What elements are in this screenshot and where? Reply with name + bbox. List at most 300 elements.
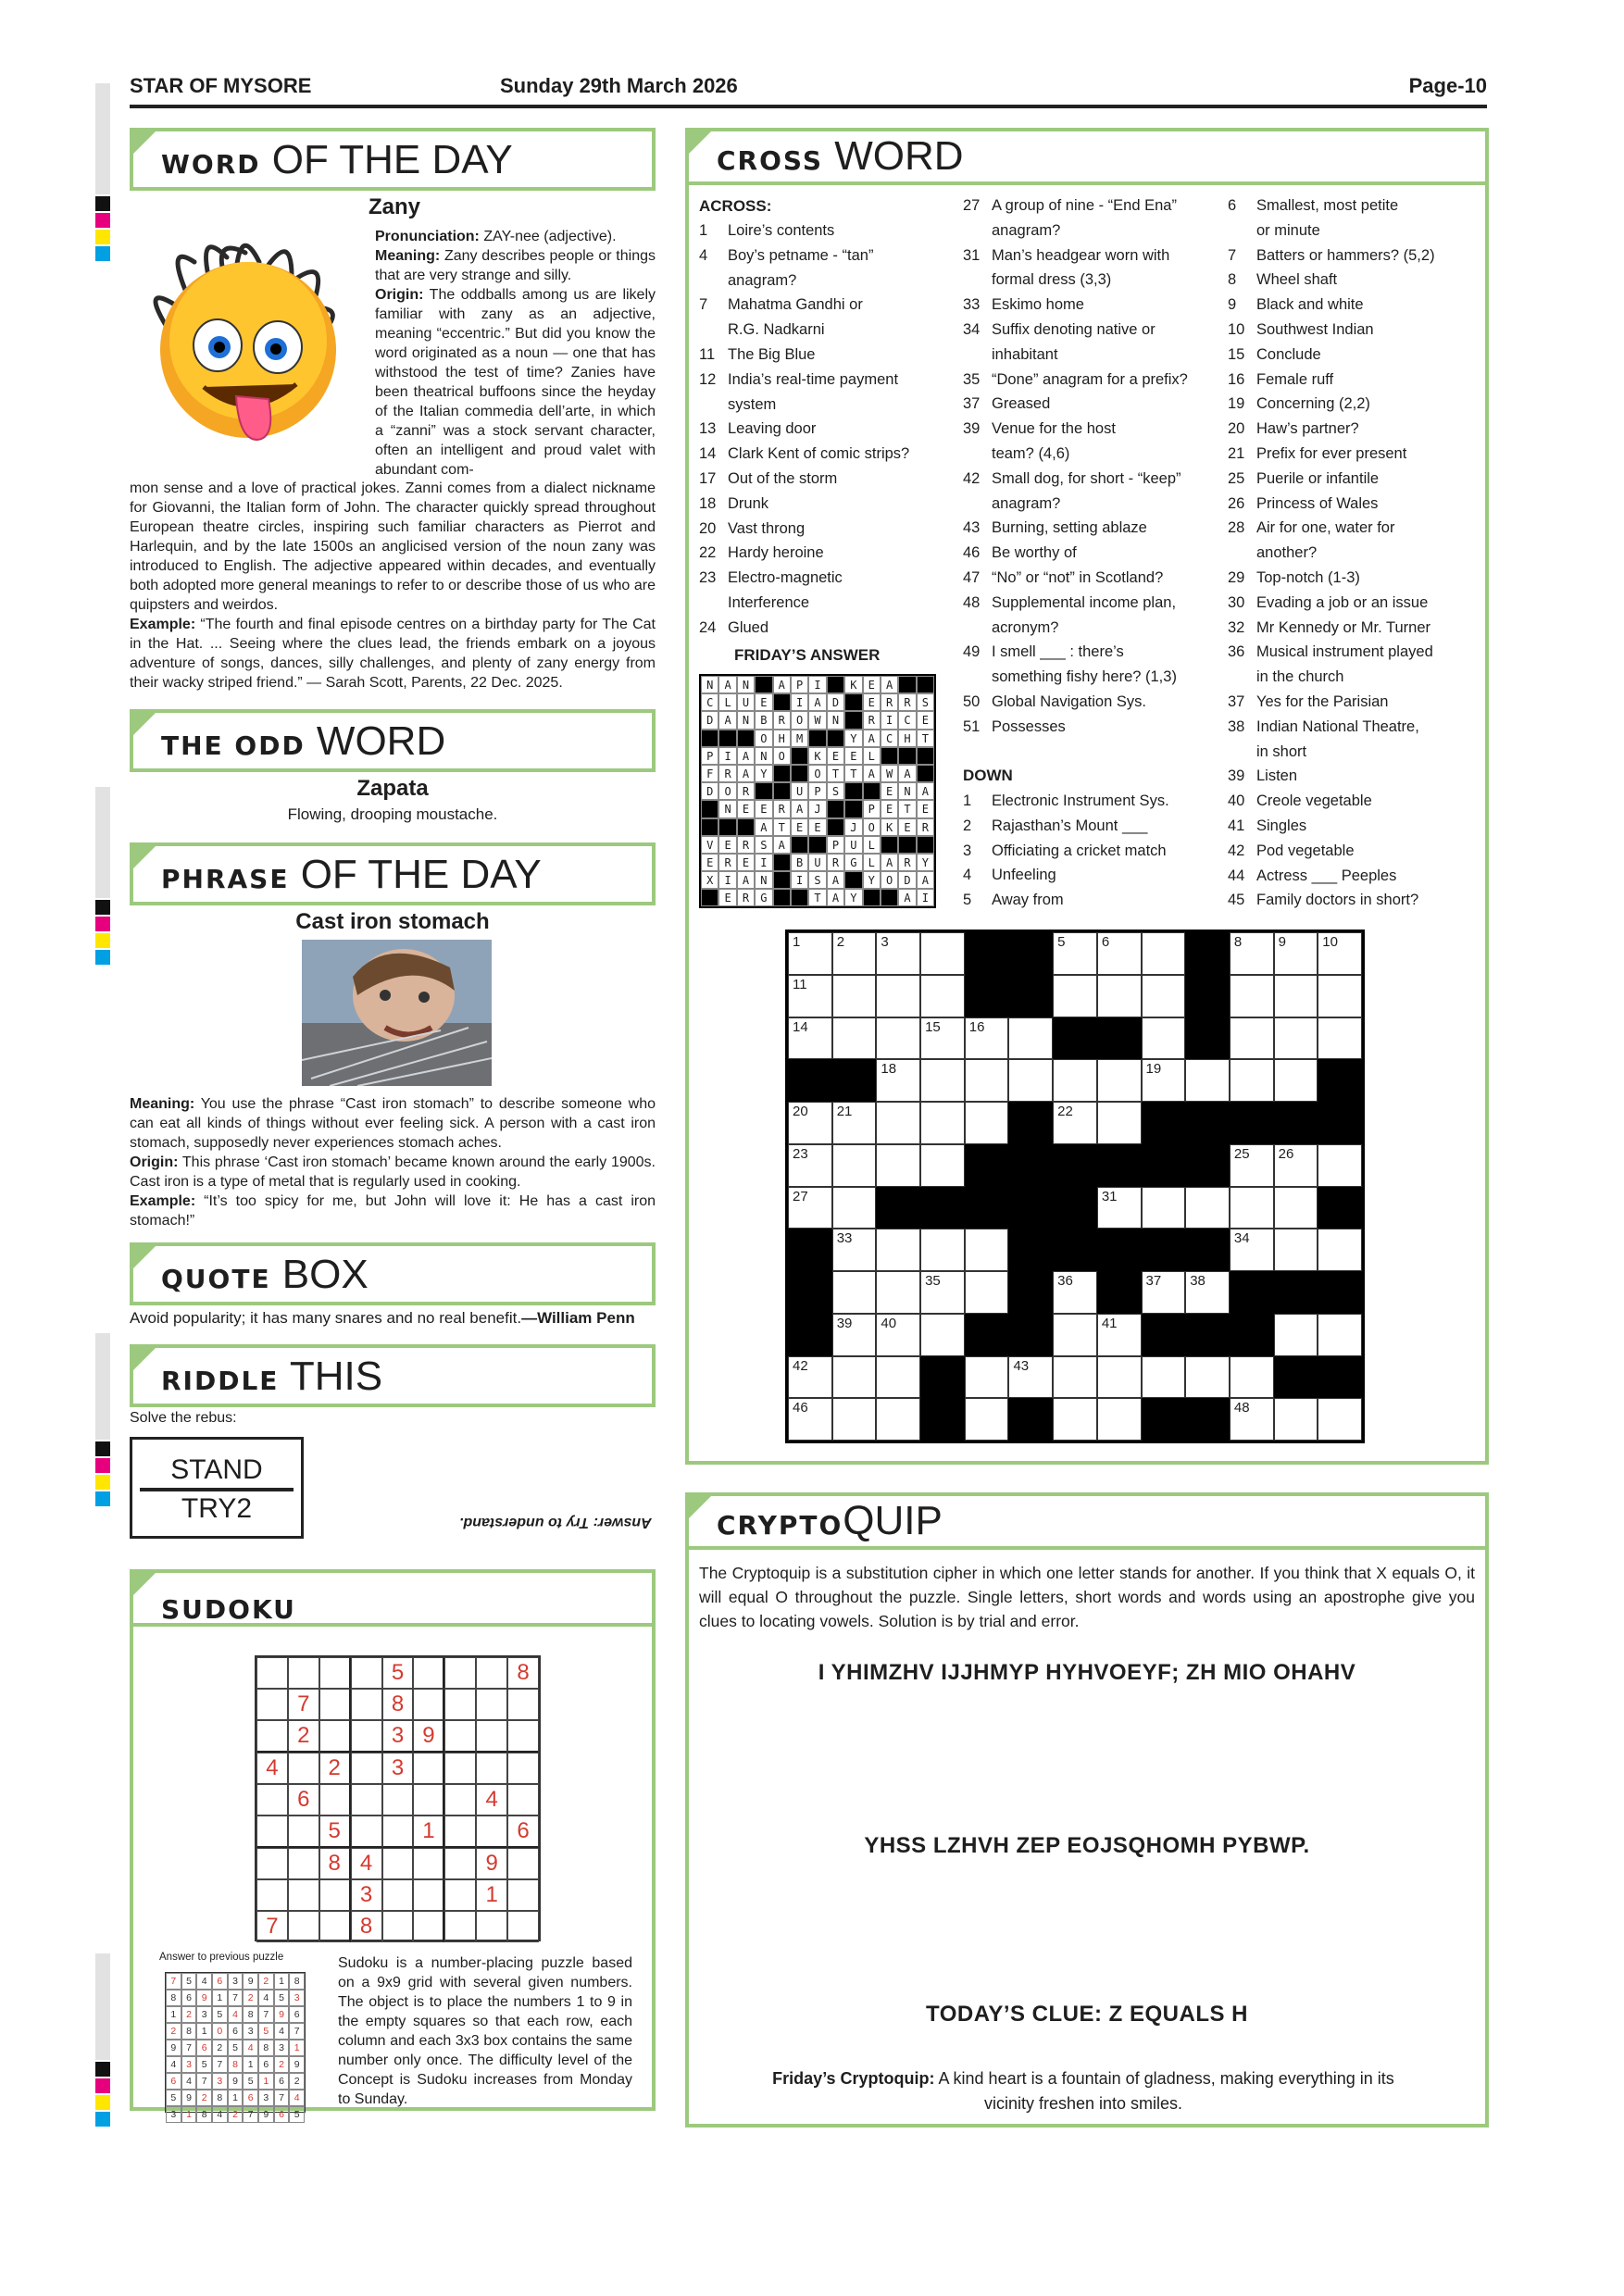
- clue-number: 37: [1145, 1273, 1162, 1289]
- crossword-cell[interactable]: [1230, 1229, 1274, 1271]
- crossword-cell[interactable]: [1318, 1017, 1362, 1060]
- crossword-cell[interactable]: [965, 1356, 1009, 1399]
- clue-text: Top-notch (1-3): [1256, 568, 1360, 586]
- crossword-cell[interactable]: [965, 1017, 1009, 1060]
- answer-cell: T: [898, 800, 916, 817]
- sudoku-cell[interactable]: [319, 1657, 351, 1689]
- clue-row: [963, 839, 1227, 864]
- cryptoquip-clue: TODAY’S CLUE: Z EQUALS H: [925, 2002, 1249, 2027]
- answer-cell: A: [917, 782, 934, 800]
- clue-number: 18: [699, 494, 717, 512]
- sudoku-cell[interactable]: [319, 1720, 351, 1753]
- clue-number: 36: [1228, 643, 1245, 661]
- clue-number: 38: [1190, 1273, 1206, 1289]
- crossword-cell[interactable]: [876, 975, 920, 1017]
- sudoku-cell[interactable]: [476, 1911, 507, 1942]
- clue-number: 40: [1228, 792, 1245, 810]
- answer-cell: C: [701, 693, 718, 711]
- sudoku-cell[interactable]: [351, 1816, 382, 1848]
- crossword-cell[interactable]: [1274, 1059, 1318, 1102]
- black-square: [876, 1187, 920, 1229]
- sudoku-cell[interactable]: [256, 1657, 288, 1689]
- clue-text: Pod vegetable: [1256, 842, 1355, 859]
- crossword-cell[interactable]: [788, 975, 832, 1017]
- black-square: [1274, 1102, 1318, 1144]
- crossword-cell[interactable]: [788, 1356, 832, 1399]
- crossword-cell[interactable]: [1142, 1059, 1186, 1102]
- sudoku-cell[interactable]: [351, 1784, 382, 1816]
- sudoku-cell[interactable]: [507, 1720, 539, 1753]
- clue-number: 24: [699, 618, 717, 636]
- answer-cell: D: [701, 782, 718, 800]
- crossword-cell[interactable]: [876, 1229, 920, 1271]
- example-text: “It’s too spicy for me, but John will love it: He has a cast iron stomach!”: [130, 1193, 656, 1229]
- clue-text: Possesses: [992, 718, 1066, 735]
- clue-text: Black and white: [1256, 296, 1364, 314]
- crossword-cell[interactable]: [1097, 1102, 1142, 1144]
- black-cell: [773, 854, 791, 871]
- crossword-cell[interactable]: [1230, 1356, 1274, 1399]
- clue-row: [1228, 591, 1492, 616]
- answer-cell: A: [827, 871, 844, 889]
- clue-text: Family doctors in short?: [1256, 892, 1419, 909]
- crossword-cell[interactable]: [1053, 1059, 1097, 1102]
- answer-cell: E: [755, 800, 772, 817]
- crossword-cell[interactable]: [876, 1059, 920, 1102]
- clue-row: [963, 218, 1227, 243]
- pronunciation-label: Pronunciation:: [375, 229, 480, 244]
- clue-number: 37: [1228, 693, 1245, 710]
- sudoku-cell[interactable]: [351, 1753, 382, 1784]
- answer-cell: 3: [212, 2073, 228, 2090]
- answer-cell: E: [808, 818, 826, 836]
- down-heading: DOWN: [963, 767, 1013, 784]
- clue-row: [699, 243, 958, 268]
- clue-number: 27: [793, 1188, 808, 1204]
- sudoku-cell[interactable]: [319, 1784, 351, 1816]
- sudoku-cell[interactable]: [507, 1784, 539, 1816]
- answer-cell: Y: [917, 854, 934, 871]
- crossword-cell[interactable]: [1318, 1398, 1362, 1441]
- crossword-cell[interactable]: [920, 975, 965, 1017]
- clue-number: [1228, 740, 1256, 765]
- sudoku-cell[interactable]: [288, 1879, 319, 1911]
- crossword-cell[interactable]: [876, 1017, 920, 1060]
- sudoku-cell[interactable]: [256, 1689, 288, 1720]
- crossword-cell[interactable]: [876, 1356, 920, 1399]
- crossword-cell[interactable]: [1097, 932, 1142, 975]
- crossword-cell[interactable]: [1053, 1102, 1097, 1144]
- answer-cell: W: [808, 711, 826, 729]
- crossword-cell[interactable]: [1318, 975, 1362, 1017]
- crossword-cell[interactable]: [876, 1144, 920, 1187]
- sudoku-cell: 8: [382, 1689, 414, 1720]
- crossword-cell[interactable]: [832, 975, 877, 1017]
- sudoku-cell: 6: [507, 1816, 539, 1848]
- clue-number: 15: [1228, 345, 1245, 363]
- sudoku-cell[interactable]: [476, 1657, 507, 1689]
- crossword-cell[interactable]: [1274, 1314, 1318, 1356]
- sudoku-cell[interactable]: [413, 1657, 444, 1689]
- crossword-cell[interactable]: [1053, 932, 1097, 975]
- sudoku-cell: 6: [288, 1784, 319, 1816]
- black-square: [1318, 1059, 1362, 1102]
- registration-mark: [95, 213, 110, 228]
- answer-cell: 5: [181, 1973, 197, 1990]
- black-square: [1142, 1229, 1186, 1271]
- sudoku-cell[interactable]: [476, 1816, 507, 1848]
- down-clues-col2: [963, 789, 1227, 913]
- clue-row: [963, 243, 1227, 268]
- crossword-cell[interactable]: [1230, 1144, 1274, 1187]
- sudoku-cell[interactable]: [444, 1784, 476, 1816]
- crossword-cell[interactable]: [920, 1059, 965, 1102]
- sudoku-cell[interactable]: [382, 1784, 414, 1816]
- black-cell: [791, 836, 808, 854]
- sudoku-cell: 7: [256, 1911, 288, 1942]
- clue-text: Loire’s contents: [728, 222, 835, 239]
- sudoku-cell[interactable]: [444, 1753, 476, 1784]
- clue-number: 42: [963, 469, 981, 487]
- sudoku-cell[interactable]: [351, 1657, 382, 1689]
- sudoku-cell[interactable]: [444, 1848, 476, 1879]
- answer-cell: 7: [228, 1990, 244, 2006]
- sudoku-cell[interactable]: [444, 1657, 476, 1689]
- clue-number: 6: [1228, 197, 1237, 214]
- sudoku-cell: 3: [382, 1753, 414, 1784]
- crossword-cell[interactable]: [965, 1102, 1009, 1144]
- crossword-cell[interactable]: [920, 1229, 965, 1271]
- crossword-cell[interactable]: [788, 1144, 832, 1187]
- crossword-cell[interactable]: [1230, 1398, 1274, 1441]
- crossword-cell[interactable]: [1318, 1229, 1362, 1271]
- crossword-cell[interactable]: [1142, 1187, 1186, 1229]
- sudoku-cell[interactable]: [444, 1689, 476, 1720]
- answer-cell: A: [718, 711, 736, 729]
- sudoku-cell[interactable]: [288, 1911, 319, 1942]
- clue-number: 35: [963, 370, 981, 388]
- crossword-cell[interactable]: [788, 1187, 832, 1229]
- sudoku-cell[interactable]: [413, 1753, 444, 1784]
- crossword-cell[interactable]: [1274, 1187, 1318, 1229]
- clue-number: 5: [963, 892, 972, 909]
- crossword-cell[interactable]: [876, 1271, 920, 1314]
- sudoku-cell[interactable]: [476, 1720, 507, 1753]
- clue-row: [1228, 640, 1492, 665]
- sudoku-cell[interactable]: [507, 1911, 539, 1942]
- sudoku-cell[interactable]: [319, 1689, 351, 1720]
- crossword-cell[interactable]: [965, 1398, 1009, 1441]
- clue-row: [1228, 268, 1492, 293]
- black-square: [1053, 1187, 1097, 1229]
- clue-row: [1228, 343, 1492, 368]
- crossword-cell[interactable]: [1185, 1271, 1230, 1314]
- clue-number: 33: [963, 296, 981, 314]
- crossword-cell[interactable]: [876, 932, 920, 975]
- sudoku-cell: 3: [351, 1879, 382, 1911]
- black-square: [788, 1059, 832, 1102]
- clue-number: 22: [1057, 1104, 1073, 1119]
- crossword-cell[interactable]: [832, 1017, 877, 1060]
- clue-row: [1228, 417, 1492, 442]
- section-title-bold: PHRASE: [161, 864, 290, 894]
- crossword-cell[interactable]: [965, 1059, 1009, 1102]
- crossword-cell[interactable]: [1097, 1059, 1142, 1102]
- crossword-cell[interactable]: [920, 1144, 965, 1187]
- sudoku-cell[interactable]: [319, 1911, 351, 1942]
- answer-cell: E: [917, 800, 934, 817]
- clue-row: [699, 318, 958, 343]
- crossword-cell[interactable]: [788, 1017, 832, 1060]
- answer-cell: 5: [243, 2073, 258, 2090]
- clue-text: inhabitant: [992, 345, 1058, 363]
- cryptoquip-intro: The Cryptoquip is a substitution cipher in which one letter stands for another. If you think that X equals O, it will equal O throughout the puzzle. Single letters, short words and words using an apostrophe give you clues to locating vowels. Solution is by trial and error.: [699, 1564, 1475, 1630]
- clue-row: [963, 616, 1227, 641]
- crossword-cell[interactable]: [1318, 1144, 1362, 1187]
- crossword-cell[interactable]: [1318, 1314, 1362, 1356]
- clue-row: [963, 566, 1227, 591]
- down-clues-col3: [1228, 193, 1492, 913]
- margin-strip: [95, 1333, 110, 1440]
- answer-cell: 7: [289, 2023, 305, 2040]
- crossword-cell[interactable]: [1230, 1187, 1274, 1229]
- crossword-cell[interactable]: [1185, 1356, 1230, 1399]
- black-square: [920, 1356, 965, 1399]
- black-cell: [844, 800, 862, 817]
- black-square: [1008, 1102, 1053, 1144]
- crossword-cell[interactable]: [1142, 1356, 1186, 1399]
- sudoku-cell[interactable]: [256, 1784, 288, 1816]
- answer-cell: S: [827, 782, 844, 800]
- crossword-cell[interactable]: [1230, 975, 1274, 1017]
- answer-cell: 1: [258, 2073, 274, 2090]
- clue-number: 39: [836, 1315, 853, 1331]
- crossword-cell[interactable]: [1097, 1187, 1142, 1229]
- crossword-cell[interactable]: [965, 1229, 1009, 1271]
- black-cell: [881, 747, 898, 765]
- crossword-cell[interactable]: [1142, 975, 1186, 1017]
- sudoku-cell: 8: [507, 1657, 539, 1689]
- crossword-cell[interactable]: [832, 1398, 877, 1441]
- crossword-cell[interactable]: [1053, 975, 1097, 1017]
- crossword-cell[interactable]: [832, 1144, 877, 1187]
- clue-text: Wheel shaft: [1256, 271, 1338, 289]
- clue-text: A group of nine - “End Ena”: [992, 197, 1177, 214]
- clue-number: 21: [1228, 444, 1245, 462]
- answer-cell: R: [718, 765, 736, 782]
- answer-cell: U: [844, 836, 862, 854]
- crossword-grid[interactable]: [785, 930, 1365, 1443]
- sudoku-cell: 4: [256, 1753, 288, 1784]
- crossword-cell[interactable]: [1274, 1017, 1318, 1060]
- crossword-cell[interactable]: [832, 1229, 877, 1271]
- crossword-cell[interactable]: [788, 1102, 832, 1144]
- answer-cell: A: [898, 765, 916, 782]
- answer-cell: 7: [181, 2040, 197, 2056]
- black-square: [1230, 1271, 1274, 1314]
- crossword-cell[interactable]: [1097, 1356, 1142, 1399]
- registration-mark: [95, 2112, 110, 2127]
- crossword-cell[interactable]: [1274, 1398, 1318, 1441]
- black-square: [1097, 1144, 1142, 1187]
- black-square: [1008, 1229, 1053, 1271]
- sudoku-cell[interactable]: [382, 1911, 414, 1942]
- answer-cell: H: [898, 730, 916, 747]
- sudoku-grid[interactable]: [255, 1655, 541, 1941]
- crossword-cell[interactable]: [1053, 1398, 1097, 1441]
- crossword-cell[interactable]: [1185, 1187, 1230, 1229]
- sudoku-cell[interactable]: [256, 1879, 288, 1911]
- sudoku-cell[interactable]: [288, 1657, 319, 1689]
- registration-mark: [95, 900, 110, 915]
- crossword-cell[interactable]: [965, 1271, 1009, 1314]
- crossword-cell[interactable]: [1008, 1017, 1053, 1060]
- crossword-cell[interactable]: [1142, 1017, 1186, 1060]
- crossword-cell[interactable]: [876, 1398, 920, 1441]
- black-cell: [917, 836, 934, 854]
- answer-cell: N: [898, 782, 916, 800]
- sudoku-cell[interactable]: [288, 1848, 319, 1879]
- meaning-label: Meaning:: [130, 1096, 195, 1112]
- sudoku-cell[interactable]: [444, 1720, 476, 1753]
- clue-row: [699, 616, 958, 641]
- sudoku-cell[interactable]: [444, 1879, 476, 1911]
- crossword-cell[interactable]: [832, 1102, 877, 1144]
- sudoku-cell[interactable]: [288, 1753, 319, 1784]
- clue-number: [699, 268, 728, 293]
- answer-cell: A: [737, 765, 755, 782]
- clue-row: [963, 268, 1227, 293]
- answer-cell: R: [863, 711, 881, 729]
- clue-number: 48: [1233, 1400, 1250, 1416]
- sudoku-cell[interactable]: [351, 1689, 382, 1720]
- sudoku-cell[interactable]: [351, 1720, 382, 1753]
- sudoku-cell[interactable]: [444, 1911, 476, 1942]
- answer-cell: 8: [181, 2023, 197, 2040]
- crossword-cell[interactable]: [1274, 975, 1318, 1017]
- crossword-cell[interactable]: [1230, 1017, 1274, 1060]
- clue-text: Batters or hammers? (5,2): [1256, 246, 1435, 264]
- answer-cell: 5: [212, 2006, 228, 2023]
- crossword-cell[interactable]: [920, 1271, 965, 1314]
- sudoku-cell[interactable]: [507, 1753, 539, 1784]
- sudoku-cell[interactable]: [507, 1848, 539, 1879]
- clue-text: I smell ___ : there’s: [992, 643, 1124, 661]
- black-square: [965, 1187, 1009, 1229]
- crossword-cell[interactable]: [1053, 1271, 1097, 1314]
- crossword-cell[interactable]: [1230, 932, 1274, 975]
- crossword-cell[interactable]: [1097, 1398, 1142, 1441]
- sudoku-cell[interactable]: [319, 1879, 351, 1911]
- black-cell: [844, 871, 862, 889]
- crossword-cell[interactable]: [1142, 932, 1186, 975]
- crossword-cell[interactable]: [788, 932, 832, 975]
- answer-cell: I: [755, 854, 772, 871]
- answer-cell: R: [917, 818, 934, 836]
- sudoku-cell[interactable]: [444, 1816, 476, 1848]
- black-square: [920, 1187, 965, 1229]
- crossword-cell[interactable]: [1274, 1144, 1318, 1187]
- sudoku-cell[interactable]: [413, 1911, 444, 1942]
- black-square: [1053, 1144, 1097, 1187]
- clue-text: Air for one, water for: [1256, 519, 1395, 537]
- clue-text: Suffix denoting native or: [992, 320, 1156, 338]
- sudoku-cell[interactable]: [413, 1879, 444, 1911]
- crossword-cell[interactable]: [920, 932, 965, 975]
- section-title-rest: BOX: [270, 1252, 369, 1297]
- crossword-cell[interactable]: [1185, 1059, 1230, 1102]
- clue-number: 1: [699, 222, 708, 239]
- crossword-cell[interactable]: [920, 1314, 965, 1356]
- answer-cell: L: [863, 747, 881, 765]
- answer-cell: 2: [258, 1973, 274, 1990]
- sudoku-cell[interactable]: [382, 1879, 414, 1911]
- clue-number: 44: [1228, 867, 1245, 884]
- sudoku-cell[interactable]: [256, 1816, 288, 1848]
- sudoku-cell[interactable]: [382, 1816, 414, 1848]
- sudoku-cell: 4: [476, 1784, 507, 1816]
- crossword-cell[interactable]: [1008, 1059, 1053, 1102]
- crossword-cell[interactable]: [832, 932, 877, 975]
- answer-cell: 9: [166, 2040, 181, 2056]
- sudoku-cell[interactable]: [288, 1816, 319, 1848]
- crossword-cell[interactable]: [876, 1314, 920, 1356]
- clue-text: Mr Kennedy or Mr. Turner: [1256, 618, 1430, 636]
- sudoku-cell[interactable]: [413, 1784, 444, 1816]
- crossword-cell[interactable]: [1274, 932, 1318, 975]
- crossword-cell[interactable]: [832, 1356, 877, 1399]
- clue-row: [1228, 492, 1492, 517]
- clue-number: 25: [1233, 1145, 1250, 1162]
- clue-number: [1228, 218, 1256, 243]
- sudoku-cell[interactable]: [256, 1848, 288, 1879]
- crossword-cell[interactable]: [1274, 1229, 1318, 1271]
- crossword-cell[interactable]: [832, 1314, 877, 1356]
- crossword-cell[interactable]: [1008, 1356, 1053, 1399]
- crossword-cell[interactable]: [1230, 1059, 1274, 1102]
- clue-text: Be worthy of: [992, 544, 1077, 562]
- crossword-cell[interactable]: [1318, 932, 1362, 975]
- sudoku-cell[interactable]: [476, 1753, 507, 1784]
- sudoku-cell[interactable]: [382, 1848, 414, 1879]
- sudoku-cell[interactable]: [476, 1689, 507, 1720]
- crossword-cell[interactable]: [1097, 1314, 1142, 1356]
- answer-cell: N: [737, 676, 755, 693]
- crossword-cell[interactable]: [876, 1102, 920, 1144]
- crossword-cell[interactable]: [1053, 1314, 1097, 1356]
- answer-cell: D: [827, 693, 844, 711]
- answer-cell: 1: [181, 2106, 197, 2123]
- crossword-cell[interactable]: [832, 1271, 877, 1314]
- clue-number: 38: [1228, 718, 1245, 735]
- crossword-cell[interactable]: [1053, 1356, 1097, 1399]
- crossword-cell[interactable]: [920, 1102, 965, 1144]
- crossword-cell[interactable]: [1142, 1271, 1186, 1314]
- sudoku-cell[interactable]: [507, 1689, 539, 1720]
- sudoku-cell[interactable]: [256, 1720, 288, 1753]
- sudoku-cell[interactable]: [413, 1848, 444, 1879]
- crossword-cell[interactable]: [788, 1398, 832, 1441]
- clue-row: [1228, 715, 1492, 740]
- crossword-cell[interactable]: [1097, 975, 1142, 1017]
- crossword-cell[interactable]: [920, 1017, 965, 1060]
- black-square: [1274, 1356, 1318, 1399]
- sudoku-cell[interactable]: [413, 1689, 444, 1720]
- clue-row: [963, 690, 1227, 715]
- crossword-cell[interactable]: [832, 1187, 877, 1229]
- sudoku-cell[interactable]: [507, 1879, 539, 1911]
- black-cell: [881, 889, 898, 906]
